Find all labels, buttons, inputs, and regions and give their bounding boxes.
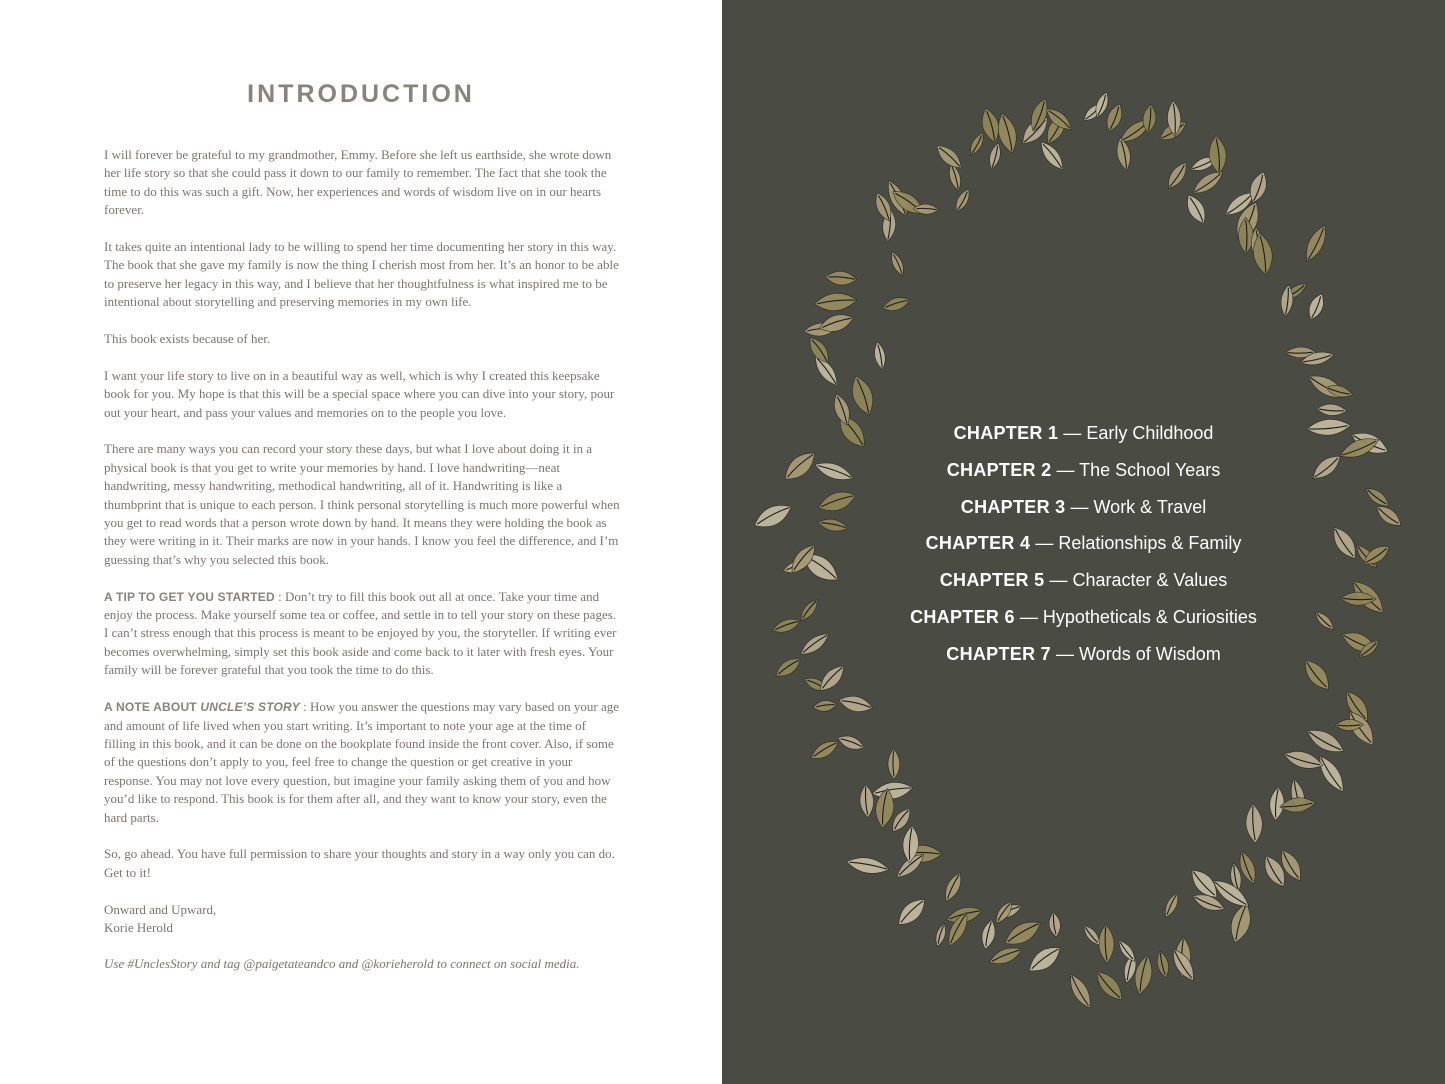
leaf-icon xyxy=(967,131,988,158)
leaf-icon xyxy=(1303,724,1347,758)
note-label xyxy=(104,700,300,714)
leaf-icon xyxy=(987,142,1003,171)
leaf-icon xyxy=(1268,786,1285,821)
social-note: Use #UnclesStory and tag @paigetateandco and @korieherold to connect on social media. xyxy=(104,956,580,972)
leaf-icon xyxy=(872,341,887,371)
leaf-icon xyxy=(1226,901,1255,945)
paragraph-5: There are many ways you can record your story these days, but what I love about doing it in a physical book is that you get to write your memories by hand. I love handwriting—neat handwriting, messy handwriting, methodical handwriting, all of it. Handwriting is like a thumbprint that is unique to each person. I think personal storytelling is much more powerful when you get to read words that a person wrote down by hand. It means they were holding the book as they were writing in it. Their marks are now in your hands. I know you feel the difference, and I’m guessing that’s why you selected this book. xyxy=(104,441,620,567)
leaf-icon xyxy=(1314,752,1349,796)
leaf-icon xyxy=(1282,747,1325,773)
leaf-icon xyxy=(1048,911,1062,937)
introduction-body xyxy=(104,146,620,992)
leaf-icon xyxy=(1163,159,1191,192)
leaf-icon xyxy=(836,732,866,753)
chapter-title: — Character & Values xyxy=(1049,570,1228,591)
chapter-number: CHAPTER 6 xyxy=(910,606,1015,627)
leaf-icon xyxy=(1114,136,1133,171)
leaf-icon xyxy=(808,736,842,763)
leaf-icon xyxy=(1098,924,1115,964)
leaf-icon xyxy=(1024,941,1065,978)
leaf-icon xyxy=(1316,403,1347,417)
leaf-icon xyxy=(933,922,948,948)
leaf-icon xyxy=(1161,891,1181,920)
chapter-number: CHAPTER 3 xyxy=(960,496,1066,517)
chapter-item xyxy=(722,492,1445,529)
leaf-icon xyxy=(1091,967,1127,1005)
tip-label: A TIP TO GET YOU STARTED xyxy=(104,589,275,604)
signoff: Onward and Upward, xyxy=(104,901,217,917)
leaf-icon xyxy=(825,270,858,286)
chapter-title: — Relationships & Family xyxy=(1035,533,1242,554)
leaf-icon xyxy=(979,919,998,951)
note-label-text: A NOTE ABOUT xyxy=(104,700,197,715)
paragraph-3: This book exists because of her. xyxy=(104,331,271,347)
author-name: Korie Herold xyxy=(104,919,173,935)
leaf-icon xyxy=(859,784,875,818)
leaf-icon xyxy=(888,749,900,780)
chapter-number: CHAPTER 1 xyxy=(953,423,1059,443)
leaf-icon xyxy=(1305,291,1328,322)
chapter-item xyxy=(722,418,1445,455)
note-book-title: UNCLE’S STORY xyxy=(200,700,300,715)
chapter-list xyxy=(722,418,1445,676)
tip-paragraph xyxy=(104,588,620,680)
leaf-icon xyxy=(1301,222,1331,264)
leaf-icon xyxy=(1115,938,1138,964)
chapter-title: — Early Childhood xyxy=(1063,423,1214,443)
page-title: INTRODUCTION xyxy=(247,80,475,108)
leaf-icon xyxy=(1245,803,1264,843)
leaf-icon xyxy=(952,187,973,215)
right-page xyxy=(722,0,1445,1084)
leaf-icon xyxy=(845,854,890,877)
leaf-icon xyxy=(1065,971,1096,1012)
paragraph-6: So, go ahead. You have full permission to share your thoughts and story in a way only you can do. Get to it! xyxy=(104,846,615,880)
leaf-icon xyxy=(1182,191,1210,226)
paragraph-2: It takes quite an intentional lady to be willing to spend her time documenting her story in this way. The book that she gave my family is now the thing I cherish most from her. It’s an honor to be able to preserve her legacy in this way, and I believe that her thoughtfulness is what inspired me to be intentional about storytelling and preserving memories in my own life. xyxy=(104,239,619,310)
chapter-number: CHAPTER 4 xyxy=(925,533,1031,554)
note-paragraph xyxy=(104,698,620,827)
chapter-number: CHAPTER 7 xyxy=(946,643,1051,664)
chapter-item xyxy=(722,639,1445,676)
leaf-icon xyxy=(837,693,874,715)
chapter-title: — Work & Travel xyxy=(1070,496,1207,517)
leaf-icon xyxy=(813,699,838,713)
chapter-title: — The School Years xyxy=(1056,459,1221,480)
leaf-icon xyxy=(1279,796,1316,814)
chapter-title: — Hypotheticals & Curiosities xyxy=(1019,606,1257,627)
tip-text: : Don’t try to fill this book out all at once. Take your time and enjoy the process. Make yourself some tea or coffee, and settle in to tell your story on these pages. I can’t stress enough that this process is meant to be enjoyed by you, the storyteller. If writing ever becomes overwhelming, simply set this book aside and come back to it later with fresh eyes. Your family will be forever grateful that you took the time to do this. xyxy=(104,588,617,678)
paragraph-1: I will forever be grateful to my grandmother, Emmy. Before she left us earthside, she wrote down her life story so that she could pass it down to our family to remember. The fact that she took the time to do this was such a gift. Now, her experiences and words of wisdom live on in our hearts forever. xyxy=(104,147,612,218)
leaf-icon xyxy=(1155,950,1171,979)
leaf-icon xyxy=(893,894,930,931)
chapter-item xyxy=(722,528,1445,565)
leaf-icon xyxy=(1207,135,1227,175)
note-text: : How you answer the questions may vary based on your age and amount of life lived when you start writing. It’s important to note your age at the time of filling in this book, and it can be done on the bookplate found inside the front cover. Also, if some of the questions don’t apply to you, feel free to change the question or get creative in your response. You may not love every question, but imagine your family asking them of you and how you’d like to respond. This book is for them after all, and they want to know your story, even the hard parts. xyxy=(104,699,620,825)
chapter-number: CHAPTER 5 xyxy=(939,570,1045,591)
leaf-icon xyxy=(932,141,966,173)
paragraph-4: I want your life story to live on in a beautiful way as well, which is why I created this keepsake book for you. My hope is that this will be a special space where you can dive into your story, pour out your heart, and pass your values and memories on to the people you love. xyxy=(104,367,615,420)
chapter-item xyxy=(722,455,1445,492)
leaf-icon xyxy=(847,373,878,418)
chapter-title: — Words of Wisdom xyxy=(1056,643,1221,664)
chapter-number: CHAPTER 2 xyxy=(946,459,1052,480)
chapter-item xyxy=(722,602,1445,639)
leaf-icon xyxy=(888,250,907,278)
chapter-item xyxy=(722,565,1445,602)
left-page xyxy=(0,0,722,1084)
leaf-icon xyxy=(987,943,1025,968)
leaf-icon xyxy=(813,291,857,312)
leaf-icon xyxy=(941,870,966,904)
leaf-icon xyxy=(881,294,912,314)
leaf-icon xyxy=(1036,138,1068,174)
leaf-icon xyxy=(1001,915,1045,951)
